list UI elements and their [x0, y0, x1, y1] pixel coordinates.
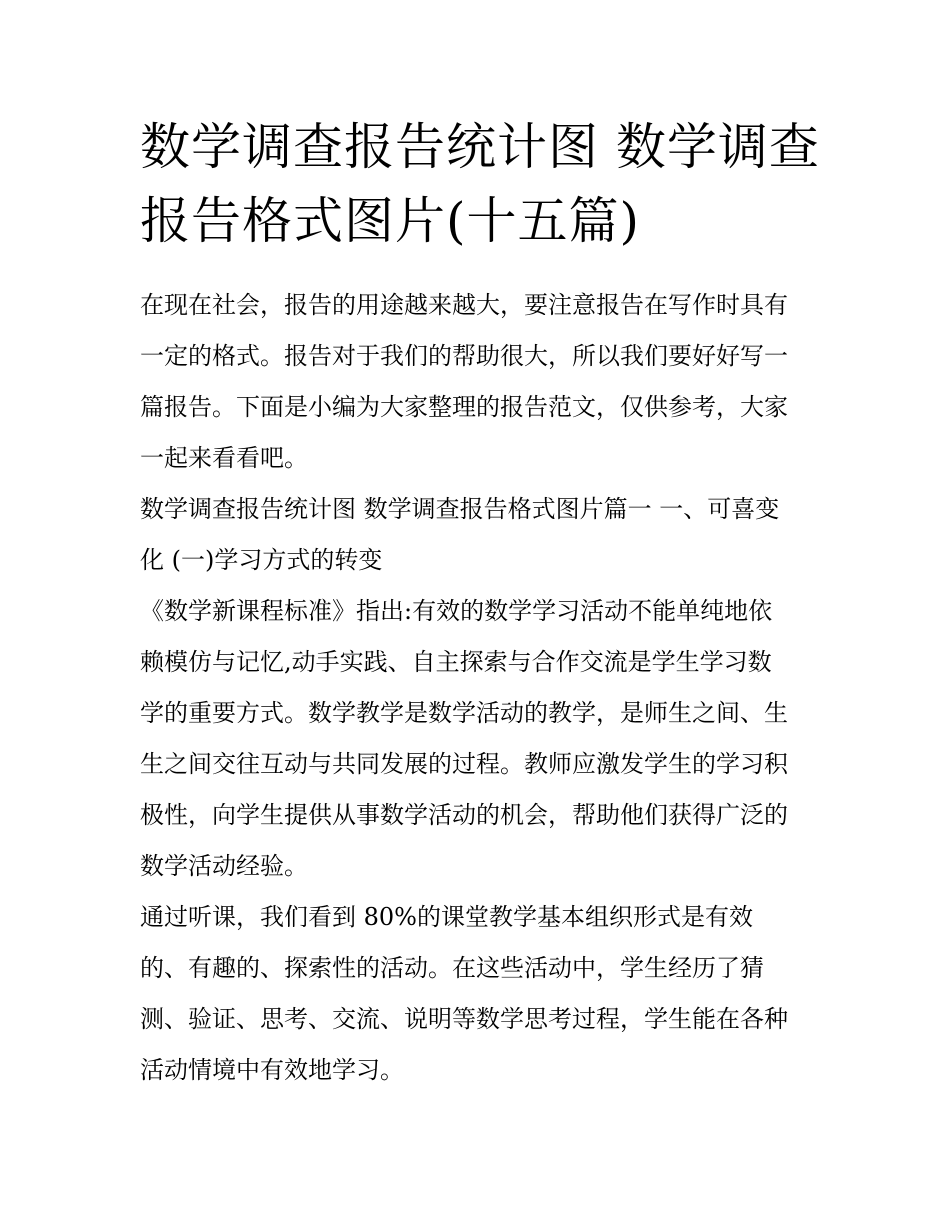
- body-line: 数学调查报告统计图 数学调查报告格式图片篇一 一、可喜变: [140, 495, 780, 523]
- body-line: 篇报告。下面是小编为大家整理的报告范文，仅供参考，大家: [140, 393, 788, 421]
- body-line: 化 (一)学习方式的转变: [140, 546, 383, 574]
- body-line: 学的重要方式。数学教学是数学活动的教学，是师生之间、生: [140, 699, 788, 727]
- title-line-1: 数学调查报告统计图 数学调查: [140, 118, 820, 176]
- body-line: 的、有趣的、探索性的活动。在这些活动中，学生经历了猜: [140, 954, 764, 982]
- body-line: 通过听课，我们看到 80%的课堂教学基本组织形式是有效: [140, 903, 753, 931]
- body-line: 《数学新课程标准》指出:有效的数学学习活动不能单纯地依: [140, 597, 773, 625]
- body-line: 活动情境中有效地学习。: [140, 1056, 404, 1084]
- body-line: 赖模仿与记忆,动手实践、自主探索与合作交流是学生学习数: [140, 648, 772, 676]
- body-line: 在现在社会，报告的用途越来越大，要注意报告在写作时具有: [140, 291, 788, 319]
- document-title: [140, 110, 820, 258]
- body-line: 数学活动经验。: [140, 852, 308, 880]
- body-line: 生之间交往互动与共同发展的过程。教师应激发学生的学习积: [140, 750, 788, 778]
- body-line: 一起来看看吧。: [140, 444, 308, 472]
- body-line: 一定的格式。报告对于我们的帮助很大，所以我们要好好写一: [140, 342, 788, 370]
- document-body: [140, 280, 820, 1096]
- title-line-2: 报告格式图片(十五篇): [140, 192, 641, 250]
- body-line: 测、验证、思考、交流、说明等数学思考过程，学生能在各种: [140, 1005, 788, 1033]
- body-line: 极性，向学生提供从事数学活动的机会，帮助他们获得广泛的: [140, 801, 788, 829]
